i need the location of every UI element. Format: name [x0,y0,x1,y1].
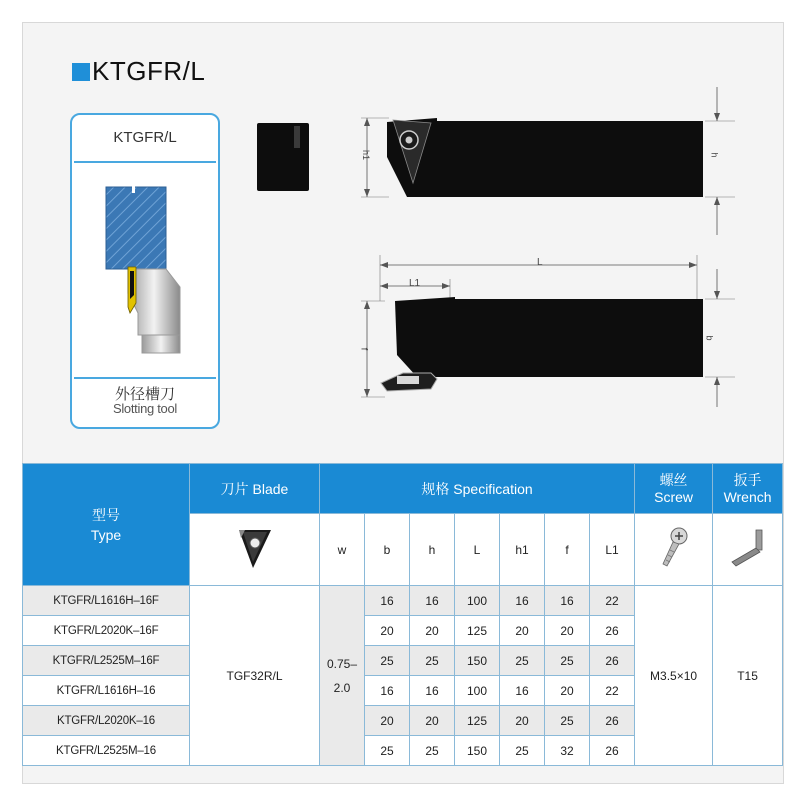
cell-L1: 26 [590,706,635,736]
col-header-L: L [455,514,500,586]
dim-label-h: h [709,152,720,158]
cell-b: 16 [365,586,410,616]
cell-f: 20 [545,616,590,646]
row-model: KTGFR/L2525M–16F [23,646,190,676]
screw-value: M3.5×10 [635,586,713,766]
cell-b: 25 [365,736,410,766]
header-specification: 规格 Specification [320,464,635,514]
cell-L: 100 [455,586,500,616]
cell-f: 20 [545,676,590,706]
col-header-h1: h1 [500,514,545,586]
cell-b: 20 [365,706,410,736]
dim-label-f: f [359,347,370,351]
spec-table [22,463,783,766]
title-marker-icon [72,63,90,81]
w-value [320,586,365,766]
cell-f: 16 [545,586,590,616]
blade-image-cell [190,514,320,586]
col-header-h: h [410,514,455,586]
cell-h1: 16 [500,586,545,616]
col-header-f: f [545,514,590,586]
cell-h1: 20 [500,706,545,736]
card-divider-bottom [74,377,216,379]
cell-L1: 26 [590,646,635,676]
cell-L1: 22 [590,586,635,616]
row-model: KTGFR/L1616H–16 [23,676,190,706]
screw-icon [657,526,691,570]
cell-h: 20 [410,706,455,736]
cell-L1: 22 [590,676,635,706]
cell-h: 16 [410,586,455,616]
tool-type-card [70,113,220,429]
screw-image-cell [635,514,713,586]
cell-f: 32 [545,736,590,766]
section-title [72,56,205,87]
row-model: KTGFR/L2020K–16 [23,706,190,736]
shank-cross-section-icon [256,122,314,192]
cell-h1: 25 [500,646,545,676]
card-label-cn: 外径槽刀 [114,386,175,403]
dim-label-L: L [537,257,543,268]
wrench-value: T15 [713,586,783,766]
cell-b: 25 [365,646,410,676]
header-screw [635,464,713,514]
row-model: KTGFR/L2525M–16 [23,736,190,766]
w-value-line2: 2.0 [333,680,351,695]
cell-L: 125 [455,706,500,736]
cell-L: 150 [455,646,500,676]
dim-label-h1: h1 [361,149,372,161]
tool-side-view-top [345,85,735,245]
blade-value: TGF32R/L [190,586,320,766]
row-model: KTGFR/L2020K–16F [23,616,190,646]
cell-b: 16 [365,676,410,706]
header-type [23,464,190,586]
cell-L1: 26 [590,616,635,646]
spec-table-wrap [22,463,782,766]
cell-h: 20 [410,616,455,646]
wrench-image-cell [713,514,783,586]
cell-L: 125 [455,616,500,646]
header-wrench [713,464,783,514]
cell-L: 100 [455,676,500,706]
tool-top-view-bottom [345,255,735,415]
cell-L: 150 [455,736,500,766]
cell-h1: 16 [500,676,545,706]
header-screw-cn: 螺丝 [659,471,688,488]
slotting-tool-illustration-icon [80,175,212,375]
wrench-icon [726,526,770,570]
cell-h: 25 [410,736,455,766]
row-model: KTGFR/L1616H–16F [23,586,190,616]
dim-label-L1: L1 [409,278,421,289]
header-wrench-cn: 扳手 [733,471,762,488]
title-text: KTGFR/L [92,56,206,86]
cell-h1: 20 [500,616,545,646]
header-blade: 刀片 Blade [190,464,320,514]
cell-h: 25 [410,646,455,676]
header-type-en: Type [90,526,122,543]
cell-f: 25 [545,646,590,676]
insert-blade-icon [235,526,275,570]
header-wrench-en: Wrench [723,488,772,505]
dim-label-b: b [704,335,715,341]
card-label-en: Slotting tool [112,401,178,416]
header-screw-en: Screw [654,488,694,505]
cell-b: 20 [365,616,410,646]
cell-L1: 26 [590,736,635,766]
cell-h1: 25 [500,736,545,766]
cell-f: 25 [545,706,590,736]
card-divider-top [74,161,216,163]
header-type-cn: 型号 [92,506,120,523]
w-value-line1: 0.75– [326,656,358,671]
col-header-w: w [320,514,365,586]
col-header-b: b [365,514,410,586]
card-title: KTGFR/L [113,129,177,146]
cell-h: 16 [410,676,455,706]
col-header-L1: L1 [590,514,635,586]
